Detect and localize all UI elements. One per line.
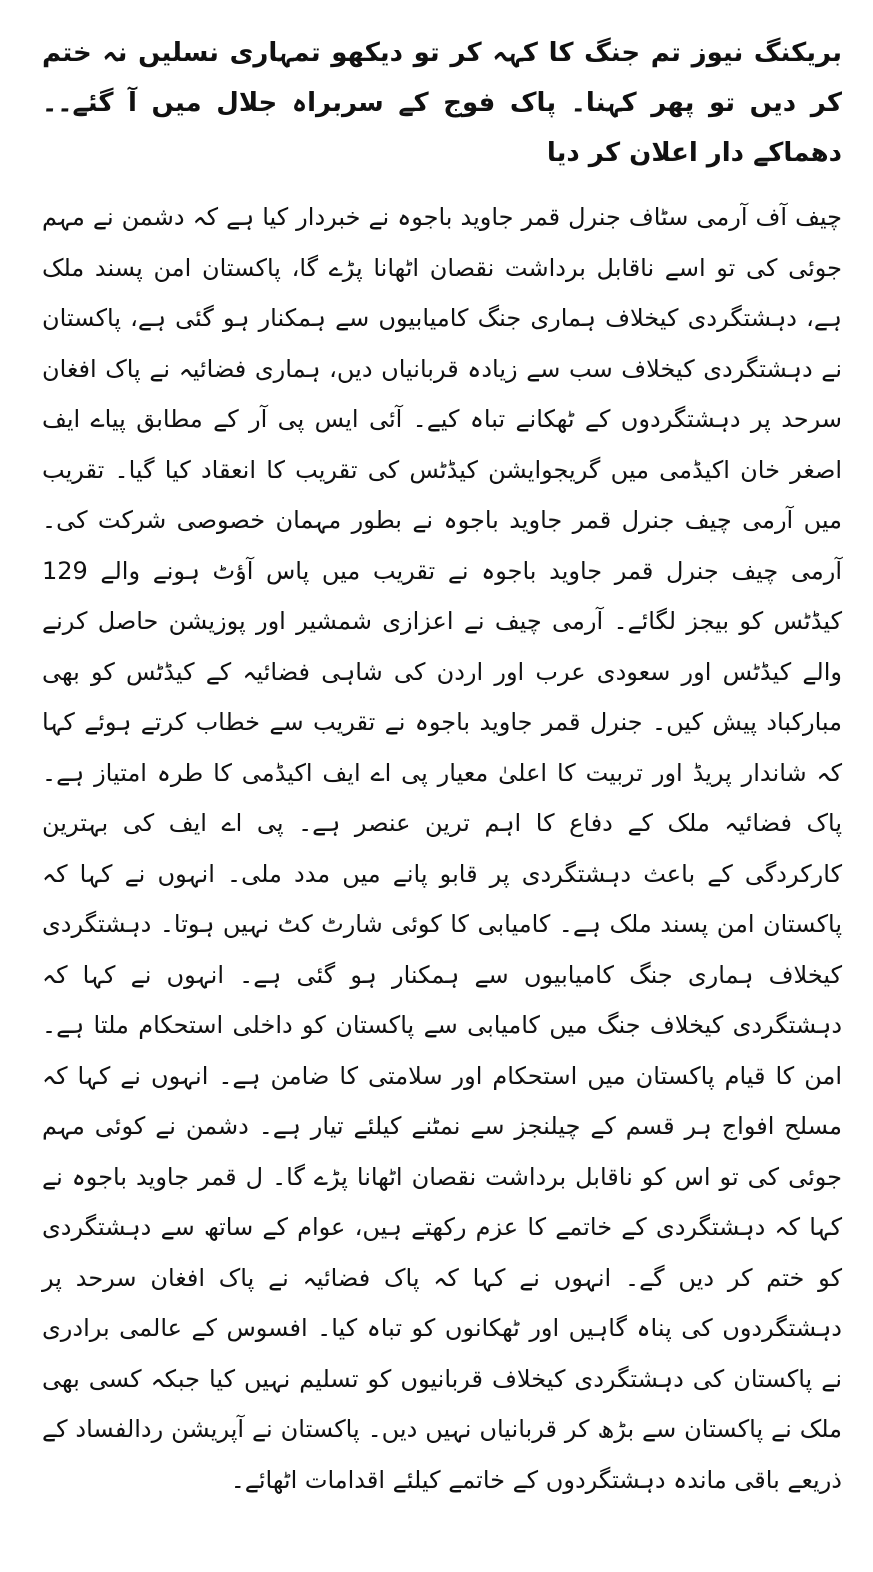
- headline: بریکنگ نیوز تم جنگ کا کہہ کر تو دیکھو تمہاری نسلیں نہ ختم کر دیں تو پھر کہنا۔ پاک فوج کے سربراہ جلال میں آ گئے۔۔ دھماکے دار اعلان کر دیا: [42, 38, 842, 168]
- article: [42, 28, 842, 1505]
- article-body: چیف آف آرمی سٹاف جنرل قمر جاوید باجوہ نے خبردار کیا ہے کہ دشمن نے مہم جوئی کی تو اسے ناقابل برداشت نقصان اٹھانا پڑے گا، پاکستان امن پسند ملک ہے، دہشتگردی کیخلاف ہماری جنگ کامیابیوں سے ہمکنار ہو گئی ہے، پاکستان نے دہشتگردی کیخلاف سب سے زیادہ قربانیاں دیں، ہماری فضائیہ نے پاک افغان سرحد پر دہشتگردوں کے ٹھکانے تباہ کیے۔ آئی ایس پی آر کے مطابق پیاے ایف اصغر خان اکیڈمی میں گریجوایشن کیڈٹس کی تقریب کا انعقاد کیا گیا۔ تقریب میں آرمی چیف جنرل قمر جاوید باجوہ نے بطور مہمان خصوصی شرکت کی۔ آرمی چیف جنرل قمر جاوید باجوہ نے تقریب میں پاس آؤٹ ہونے والے 129 کیڈٹس کو بیجز لگائے۔ آرمی چیف نے اعزازی شمشیر اور پوزیشن حاصل کرنے والے کیڈٹس اور سعودی عرب اور اردن کی شاہی فضائیہ کے کیڈٹس کو بھی مبارکباد پیش کیں۔ جنرل قمر جاوید باجوہ نے تقریب سے خطاب کرتے ہوئے کہا کہ شاندار پریڈ اور تربیت کا اعلیٰ معیار پی اے ایف اکیڈمی کا طرہ امتیاز ہے۔ پاک فضائیہ ملک کے دفاع کا اہم ترین عنصر ہے۔ پی اے ایف کی بہترین کارکردگی کے باعث دہشتگردی پر قابو پانے میں مدد ملی۔ انہوں نے کہا کہ پاکستان امن پسند ملک ہے۔ کامیابی کا کوئی شارٹ کٹ نہیں ہوتا۔ دہشتگردی کیخلاف ہماری جنگ کامیابیوں سے ہمکنار ہو گئی ہے۔ انہوں نے کہا کہ دہشتگردی کیخلاف جنگ میں کامیابی سے پاکستان کو داخلی استحکام ملتا ہے۔ امن کا قیام پاکستان میں استحکام اور سلامتی کا ضامن ہے۔ انہوں نے کہا کہ مسلح افواج ہر قسم کے چیلنجز سے نمٹنے کیلئے تیار ہے۔ دشمن نے کوئی مہم جوئی کی تو اس کو ناقابل برداشت نقصان اٹھانا پڑے گا۔ ل قمر جاوید باجوہ نے کہا کہ دہشتگردی کے خاتمے کا عزم رکھتے ہیں، عوام کے ساتھ سے دہشتگردی کو ختم کر دیں گے۔ انہوں نے کہا کہ پاک فضائیہ نے پاک افغان سرحد پر دہشتگردوں کی پناہ گاہیں اور ٹھکانوں کو تباہ کیا۔ افسوس کے عالمی برادری نے پاکستان کی دہشتگردی کیخلاف قربانیوں کو تسلیم نہیں کیا جبکہ کسی بھی ملک نے پاکستان سے بڑھ کر قربانیاں نہیں دیں۔ پاکستان نے آپریشن ردالفساد کے ذریعے باقی ماندہ دہشتگردوں کے خاتمے کیلئے اقدامات اٹھائے۔: [42, 203, 843, 1494]
